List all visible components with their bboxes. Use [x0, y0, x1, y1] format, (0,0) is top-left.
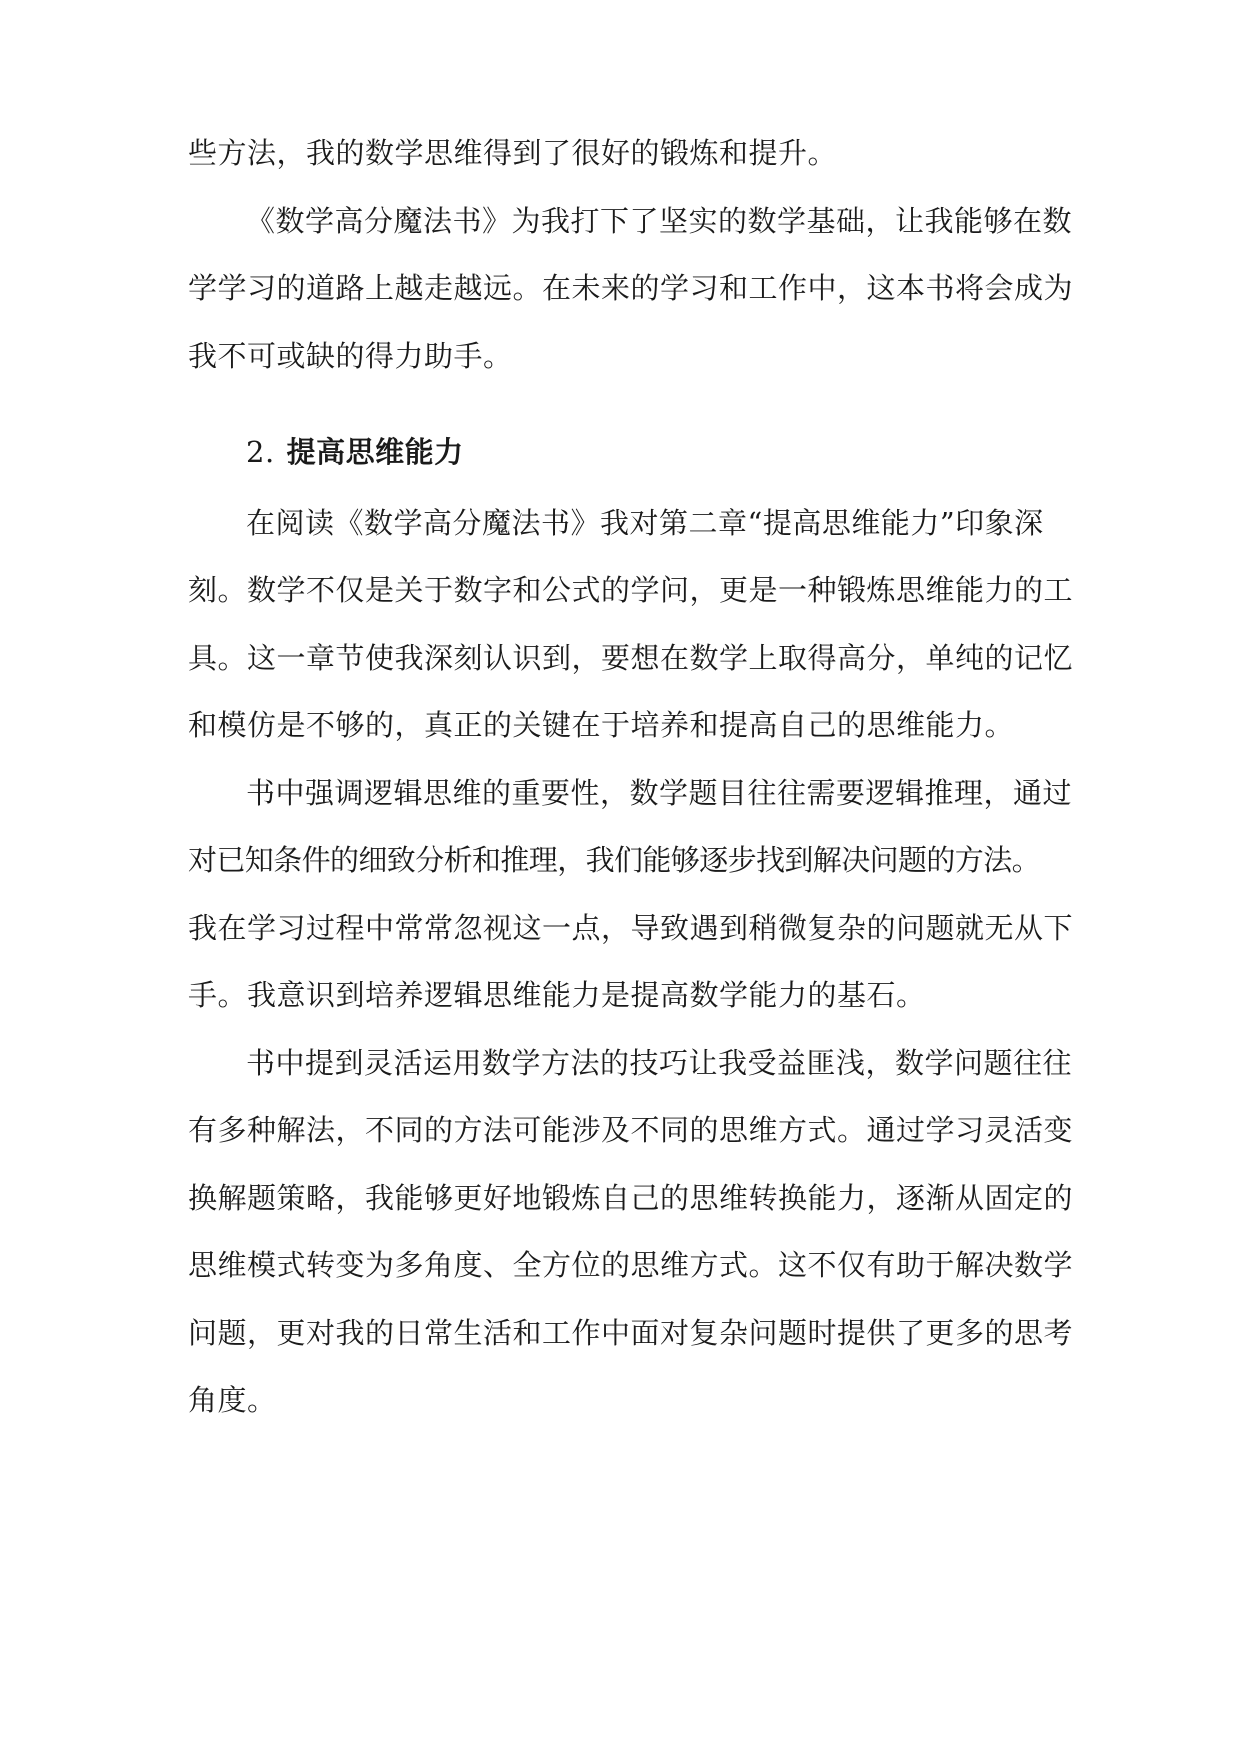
paragraph-line: 书中强调逻辑思维的重要性，数学题目往往需要逻辑推理，通过 [246, 776, 1073, 810]
paragraph-line: 我在学习过程中常常忽视这一点，导致遇到稍微复杂的问题就无从下 [188, 911, 1074, 945]
paragraph-line: 思维模式转变为多角度、全方位的思维方式。这不仅有助于解决数学 [188, 1248, 1074, 1282]
paragraph-line: 书中提到灵活运用数学方法的技巧让我受益匪浅，数学问题往往 [246, 1046, 1073, 1080]
paragraph-line: 《数学高分魔法书》为我打下了坚实的数学基础，让我能够在数 [246, 204, 1073, 238]
paragraph-line: 对已知条件的细致分析和推理，我们能够逐步找到解决问题的方法。 [188, 843, 1041, 877]
paragraph-line: 具。这一章节使我深刻认识到，要想在数学上取得高分，单纯的记忆 [188, 641, 1074, 675]
section-title: 提高思维能力 [286, 435, 464, 469]
paragraph-line: 和模仿是不够的，真正的关键在于培养和提高自己的思维能力。 [188, 708, 1015, 742]
paragraph-line: 角度。 [188, 1383, 277, 1417]
section-number: 2. [246, 435, 275, 469]
paragraph-line: 在阅读《数学高分魔法书》我对第二章“提高思维能力”印象深 [246, 506, 1044, 540]
paragraph-line: 有多种解法，不同的方法可能涉及不同的思维方式。通过学习灵活变 [188, 1113, 1074, 1147]
paragraph-line: 问题，更对我的日常生活和工作中面对复杂问题时提供了更多的思考 [188, 1316, 1074, 1350]
paragraph-line: 我不可或缺的得力助手。 [188, 339, 513, 373]
section-heading [246, 432, 464, 472]
paragraph-line: 些方法，我的数学思维得到了很好的锻炼和提升。 [188, 136, 838, 170]
paragraph-line: 刻。数学不仅是关于数字和公式的学问，更是一种锻炼思维能力的工 [188, 573, 1074, 607]
paragraph-line: 手。我意识到培养逻辑思维能力是提高数学能力的基石。 [188, 978, 926, 1012]
paragraph-line: 学学习的道路上越走越远。在未来的学习和工作中，这本书将会成为 [188, 271, 1074, 305]
paragraph-line: 换解题策略，我能够更好地锻炼自己的思维转换能力，逐渐从固定的 [188, 1181, 1074, 1215]
